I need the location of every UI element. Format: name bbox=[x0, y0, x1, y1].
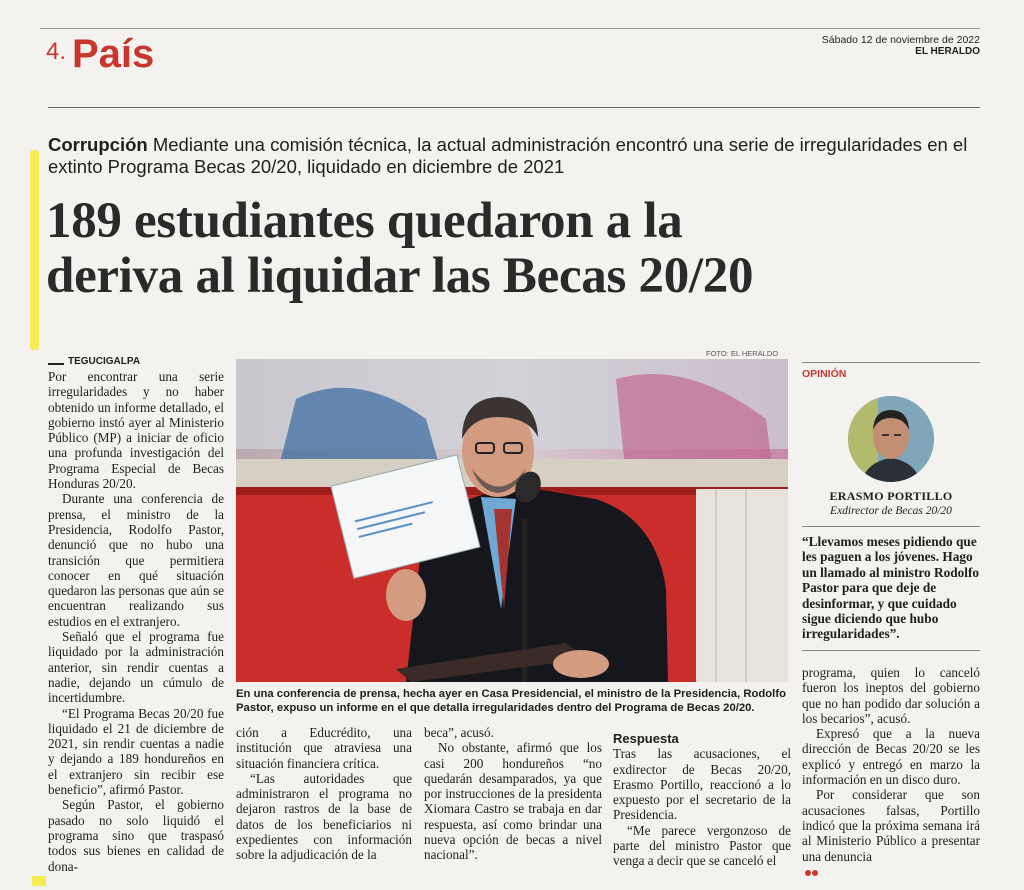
paragraph: Tras las acusaciones, el exdirector de Becas 20/20, Erasmo Portillo, reaccionó a lo expuesto por el secretario de la Presidencia. bbox=[613, 746, 791, 823]
body-column-5 bbox=[802, 665, 980, 879]
opinion-name: ERASMO PORTILLO bbox=[829, 489, 953, 503]
paragraph: “Las autoridades que administraron el programa no dejaron rastros de la base de datos de los beneficiarios ni expedientes con información sobre la adjudicación de la bbox=[236, 770, 412, 863]
headline-line-1: 189 estudiantes quedaron a la bbox=[46, 193, 683, 249]
paragraph: beca”, acusó. bbox=[424, 725, 494, 740]
end-mark-icon bbox=[805, 870, 811, 876]
section-title: País bbox=[72, 32, 155, 76]
paragraph: Por encontrar una serie irregularidades y no haber obtenido un informe detallado, el gobierno instó ayer al Ministerio Público (MP) a iniciar de oficio una profunda investigación del Programa Especial de Becas Honduras 20/20. bbox=[48, 369, 224, 492]
end-mark-icon bbox=[812, 870, 818, 876]
opinion-quote: “Llevamos meses pidiendo que les paguen a los jóvenes. Hago un llamado al ministro Rodolfo Pastor para que deje de desinformar, y que cuidado sigue diciendo que hubo irregularidades”. bbox=[802, 534, 980, 642]
kicker-text: Mediante una comisión técnica, la actual administración encontró una serie de irregularidades en el extinto Programa Becas 20/20, liquidado en diciembre de 2021 bbox=[48, 134, 968, 177]
issue-date: Sábado 12 de noviembre de 2022 bbox=[821, 34, 980, 46]
paragraph: Según Pastor, el gobierno pasado no solo liquidó el programa sino que traspasó todos sus bienes en calidad de dona- bbox=[48, 797, 224, 874]
paragraph: “El Programa Becas 20/20 fue liquidado el 21 de diciembre de 2021, sin rendir cuentas a nadie y dejando a 189 hondureños en el extranjero sin recibir ese beneficio”, afirmó Pastor. bbox=[48, 705, 224, 798]
dateline-rule bbox=[48, 363, 64, 365]
press-conference-photo bbox=[236, 359, 788, 682]
body-column-1 bbox=[48, 369, 224, 874]
highlighter-mark bbox=[32, 876, 46, 886]
photo-credit: FOTO: EL HERALDO bbox=[706, 349, 779, 358]
paragraph: No obstante, afirmó que los casi 200 hondureños “no quedarán desamparados, ya que por instrucciones de la presidenta Xiomara Castro se trabaja en dar respuesta, así como brindar una nueva opción de becas a nivel nacional”. bbox=[424, 740, 602, 863]
paragraph: programa, quien lo canceló fueron los ineptos del gobierno que no han podido dar solución a los becarios”, acusó. bbox=[802, 665, 980, 726]
paragraph: Durante una conferencia de prensa, el ministro de la Presidencia, Rodolfo Pastor, denunció que no hubo una transición que permitiera conocer en qué situación quedaron las personas que aún se encuentran realizando sus estudios en el extranjero. bbox=[48, 491, 224, 629]
photo-illustration bbox=[236, 359, 788, 682]
paragraph: “Me parece vergonzoso de parte del ministro Pastor que venga a decir que se canceló el bbox=[613, 822, 791, 869]
kicker-label: Corrupción bbox=[48, 134, 148, 155]
paragraph: Por considerar que son acusaciones falsas, Portillo indicó que la próxima semana irá al Ministerio Público a presentar una denuncia bbox=[802, 787, 980, 864]
newspaper-name: EL HERALDO bbox=[915, 46, 980, 57]
paragraph: Señaló que el programa fue liquidado por la administración anterior, sin rendir cuentas a nadie, dejando un cúmulo de incertidumbre. bbox=[48, 629, 224, 706]
headline-line-2: deriva al liquidar las Becas 20/20 bbox=[46, 248, 754, 304]
paragraph: ción a Educrédito, una institución que atraviesa una situación financiera crítica. bbox=[236, 725, 412, 771]
opinion-role: Exdirector de Becas 20/20 bbox=[830, 505, 952, 517]
body-column-3 bbox=[424, 725, 602, 863]
subheading: Respuesta bbox=[613, 731, 679, 746]
page-number: 4. bbox=[46, 38, 67, 65]
kicker bbox=[48, 134, 978, 178]
portrait-illustration bbox=[848, 396, 934, 482]
avatar bbox=[848, 396, 934, 482]
opinion-label: OPINIÓN bbox=[802, 368, 847, 380]
body-column-4 bbox=[613, 731, 791, 869]
body-column-2 bbox=[236, 725, 412, 863]
headline bbox=[46, 194, 1006, 304]
dateline: TEGUCIGALPA bbox=[68, 356, 141, 367]
paragraph: Expresó que a la nueva dirección de Becas 20/20 se les explicó y entregó en marzo la información en un disco duro. bbox=[802, 726, 980, 788]
highlighter-mark bbox=[30, 150, 39, 350]
photo-caption: En una conferencia de prensa, hecha ayer en Casa Presidencial, el ministro de la Presidencia, Rodolfo Pastor, expuso un informe en el que detalla irregularidades dentro del Programa de Becas 20/20. bbox=[236, 688, 786, 714]
